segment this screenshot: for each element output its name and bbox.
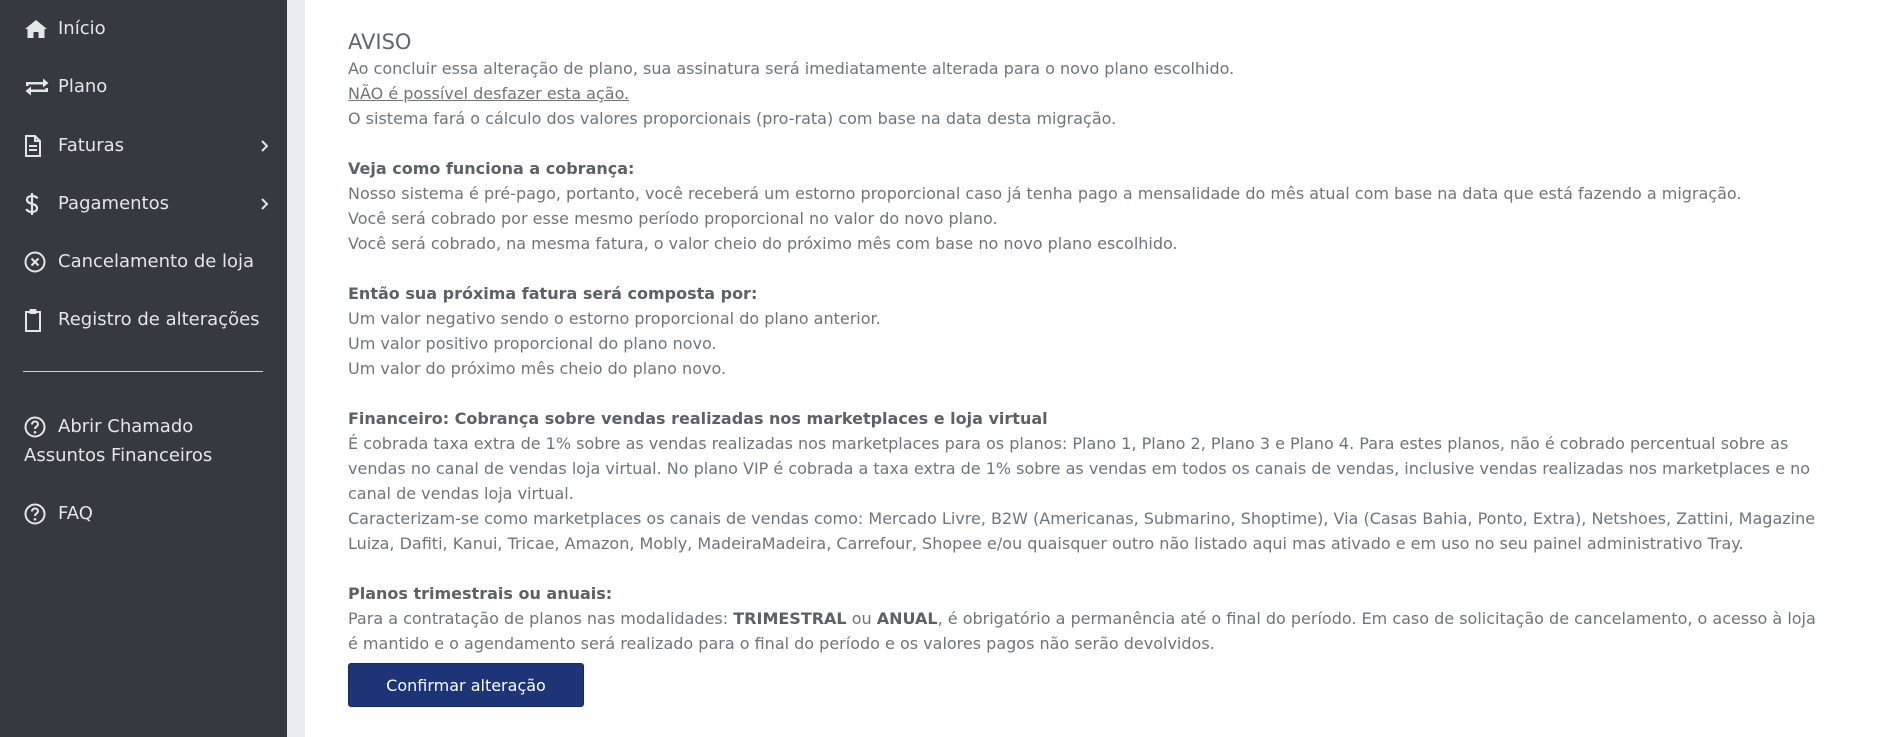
dollar-icon [24, 189, 50, 218]
question-circle-icon [24, 499, 50, 528]
notice-text: Nosso sistema é pré-pago, portanto, você receberá um estorno proporcional caso já tenha pago a mensalidade do mês atual com base na data que está fazendo a migração. [348, 184, 1742, 203]
chevron-right-icon [260, 131, 270, 160]
confirm-change-button[interactable]: Confirmar alteração [348, 663, 584, 707]
sidebar-item-plano[interactable] [24, 72, 274, 101]
sidebar-item-label: Plano [58, 76, 108, 97]
section-title: Planos trimestrais ou anuais: [348, 584, 613, 603]
sidebar-item-label: Início [58, 18, 106, 39]
question-circle-icon [24, 412, 50, 441]
sidebar-item-label: Cancelamento de loja [58, 251, 255, 272]
main-content [305, 0, 1877, 737]
section-title: Veja como funciona a cobrança: [348, 159, 635, 178]
sidebar-item-label: FAQ [58, 503, 93, 524]
sidebar-item-inicio[interactable] [24, 14, 274, 43]
sidebar-item-label: Pagamentos [58, 193, 169, 214]
sidebar-item-faturas[interactable] [24, 131, 274, 160]
notice-text: Ao concluir essa alteração de plano, sua assinatura será imediatamente alterada para o novo plano escolhido. [348, 59, 1235, 78]
sidebar-item-abrir-chamado[interactable] [24, 412, 274, 470]
notice-panel [348, 28, 1828, 656]
sidebar-item-faq[interactable] [24, 499, 274, 528]
notice-text: Um valor do próximo mês cheio do plano novo. [348, 359, 727, 378]
notice-text: Você será cobrado, na mesma fatura, o valor cheio do próximo mês com base no novo plano escolhido. [348, 234, 1178, 253]
clipboard-icon [24, 305, 50, 334]
sidebar-item-label: Abrir Chamado Assuntos Financeiros [24, 416, 213, 466]
sidebar-item-label: Registro de alterações [58, 309, 260, 330]
document-icon [24, 131, 50, 160]
section-title: Então sua próxima fatura será composta por: [348, 284, 758, 303]
section-title: Financeiro: Cobrança sobre vendas realizadas nos marketplaces e loja virtual [348, 409, 1048, 428]
notice-text: Para a contratação de planos nas modalidades: TRIMESTRAL ou ANUAL, é obrigatório a permanência até o final do período. Em caso de solicitação de cancelamento, o acesso à loja é mantido e o agendamento será realizado para o final do período e os valores pagos não serão devolvidos. [348, 609, 1816, 653]
notice-text: O sistema fará o cálculo dos valores proporcionais (pro-rata) com base na data desta migração. [348, 109, 1117, 128]
notice-text: Um valor positivo proporcional do plano novo. [348, 334, 717, 353]
home-icon [24, 14, 50, 43]
exchange-icon [24, 72, 50, 101]
notice-warning: NÃO é possível desfazer esta ação. [348, 84, 630, 103]
sidebar-item-registro[interactable] [24, 305, 274, 334]
cancel-circle-icon [24, 247, 50, 276]
chevron-right-icon [260, 189, 270, 218]
sidebar-divider [23, 371, 263, 372]
notice-text: Um valor negativo sendo o estorno proporcional do plano anterior. [348, 309, 881, 328]
sidebar-item-pagamentos[interactable] [24, 189, 274, 218]
sidebar-item-cancelamento[interactable] [24, 247, 274, 276]
notice-text: Você será cobrado por esse mesmo período proporcional no valor do novo plano. [348, 209, 998, 228]
sidebar-item-label: Faturas [58, 135, 125, 156]
sidebar [0, 0, 287, 737]
notice-title: AVISO [348, 30, 412, 54]
notice-text: É cobrada taxa extra de 1% sobre as vendas realizadas nos marketplaces para os planos: Plano 1, Plano 2, Plano 3 e Plano 4. Para estes planos, não é cobrado percentual sobre as vendas no canal de vendas loja virtual. No plano VIP é cobrada a taxa extra de 1% sobre as vendas em todos os canais de vendas, inclusive vendas realizadas nos marketplaces e no canal de vendas loja virtual. [348, 434, 1811, 503]
notice-text: Caracterizam-se como marketplaces os canais de vendas como: Mercado Livre, B2W (Americanas, Submarino, Shoptime), Via (Casas Bahia, Ponto, Extra), Netshoes, Zattini, Magazine Luiza, Dafiti, Kanui, Tricae, Amazon, Mobly, MadeiraMadeira, Carrefour, Shopee e/ou quaisquer outro não listado aqui mas ativado e em uso no seu painel administrativo Tray. [348, 509, 1816, 553]
